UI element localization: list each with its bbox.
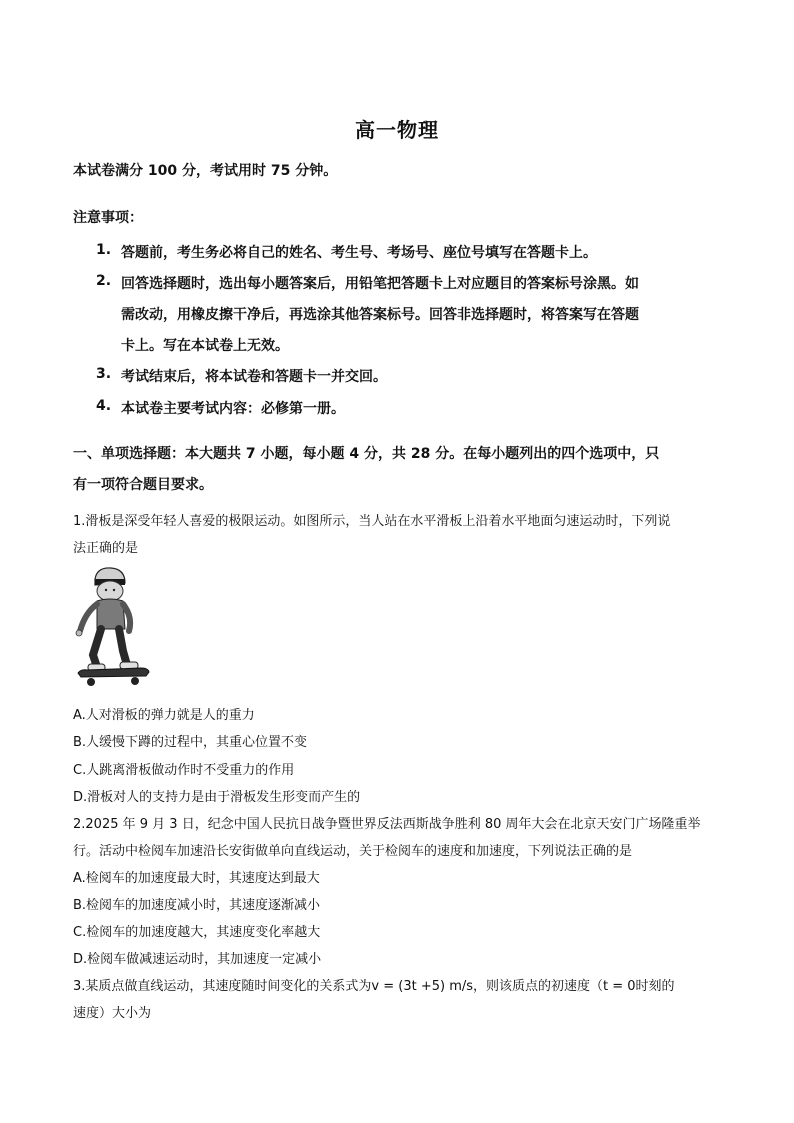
- note-number: 1.: [96, 242, 112, 258]
- note-line: 卡上。写在本试卷上无效。: [121, 338, 289, 354]
- question-stem-line: 3.某质点做直线运动，其速度随时间变化的关系式为v = (3t +5) m/s，则该质点的初速度（t = 0时刻的: [73, 979, 675, 994]
- note-line: 需改动，用橡皮擦干净后，再选涂其他答案标号。回答非选择题时，将答案写在答题: [121, 307, 639, 323]
- question-option: D.滑板对人的支持力是由于滑板发生形变而产生的: [73, 790, 361, 805]
- note-number: 2.: [96, 273, 112, 289]
- question-stem-line: 2.2025 年 9 月 3 日，纪念中国人民抗日战争暨世界反法西斯战争胜利 80 周年大会在北京天安门广场隆重举: [73, 817, 701, 832]
- page-title: 高一物理: [355, 118, 439, 142]
- section-heading-line: 一、单项选择题：本大题共 7 小题，每小题 4 分，共 28 分。在每小题列出的四个选项中，只: [73, 446, 660, 462]
- note-line: 答题前，考生务必将自己的姓名、考生号、考场号、座位号填写在答题卡上。: [121, 245, 597, 261]
- score-info: 本试卷满分 100 分，考试用时 75 分钟。: [73, 163, 338, 179]
- question-option: A.人对滑板的弹力就是人的重力: [73, 708, 255, 723]
- note-number: 4.: [96, 398, 112, 414]
- question-stem-line: 1.滑板是深受年轻人喜爱的极限运动。如图所示，当人站在水平滑板上沿着水平地面匀速运动时，下列说: [73, 514, 671, 529]
- question-stem-line: 法正确的是: [73, 541, 139, 556]
- note-number: 3.: [96, 366, 112, 382]
- note-line: 考试结束后，将本试卷和答题卡一并交回。: [121, 369, 387, 385]
- question-stem-line: 行。活动中检阅车加速沿长安街做单向直线运动，关于检阅车的速度和加速度，下列说法正确的是: [73, 844, 633, 859]
- question-option: D.检阅车做减速运动时，其加速度一定减小: [73, 952, 322, 967]
- question-stem-line: 速度）大小为: [73, 1006, 152, 1021]
- note-line: 本试卷主要考试内容：必修第一册。: [121, 401, 345, 417]
- notes-heading: 注意事项：: [73, 210, 143, 226]
- question-option: B.检阅车的加速度减小时，其速度逐渐减小: [73, 898, 321, 913]
- note-line: 回答选择题时，选出每小题答案后，用铅笔把答题卡上对应题目的答案标号涂黑。如: [121, 276, 639, 292]
- question-option: C.人跳离滑板做动作时不受重力的作用: [73, 763, 295, 778]
- question-option: A.检阅车的加速度最大时，其速度达到最大: [73, 871, 320, 886]
- question-option: B.人缓慢下蹲的过程中，其重心位置不变: [73, 735, 308, 750]
- section-heading-line: 有一项符合题目要求。: [73, 477, 213, 493]
- skateboarder-figure-icon: [73, 563, 151, 691]
- question-option: C.检阅车的加速度越大，其速度变化率越大: [73, 925, 321, 940]
